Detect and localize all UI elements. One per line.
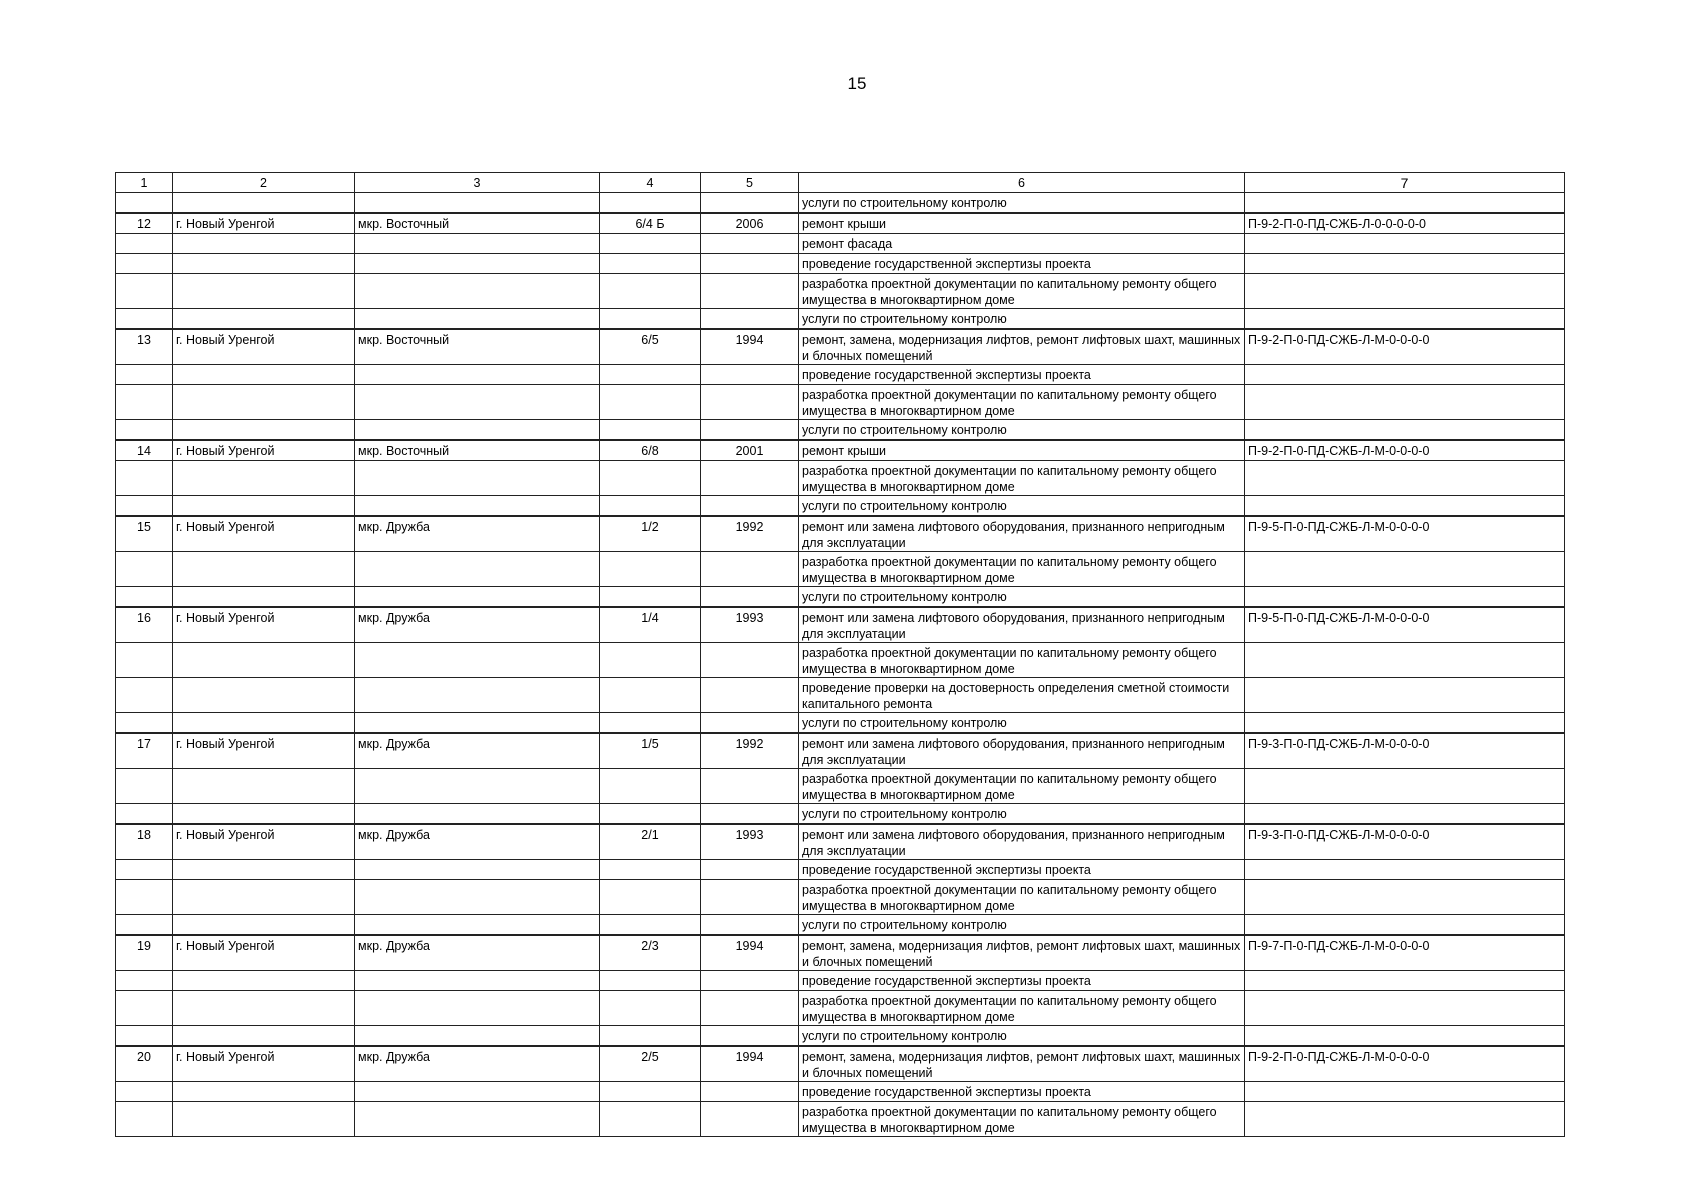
work-type-cell: разработка проектной документации по капитальному ремонту общего имущества в многоквартирном доме (799, 880, 1245, 915)
building-code-cell (1245, 971, 1565, 991)
building-code-cell: П-9-2-П-0-ПД-СЖБ-Л-М-0-0-0-0 (1245, 329, 1565, 365)
city-cell (173, 991, 355, 1026)
district-cell (355, 991, 600, 1026)
city-cell (173, 365, 355, 385)
row-number-cell (116, 587, 173, 608)
row-number-cell (116, 234, 173, 254)
table-row (116, 329, 1565, 365)
house-number-cell (600, 769, 701, 804)
row-number-cell (116, 991, 173, 1026)
work-type-cell: услуги по строительному контролю (799, 804, 1245, 825)
city-cell (173, 678, 355, 713)
table-row (116, 733, 1565, 769)
year-cell: 2006 (701, 213, 799, 234)
work-type-cell: проведение проверки на достоверность определения сметной стоимости капитального ремонта (799, 678, 1245, 713)
house-number-cell: 1/2 (600, 516, 701, 552)
table-row (116, 516, 1565, 552)
year-cell (701, 713, 799, 734)
year-cell (701, 880, 799, 915)
building-code-cell (1245, 678, 1565, 713)
row-number-cell (116, 915, 173, 936)
row-number-cell (116, 1082, 173, 1102)
city-cell (173, 496, 355, 517)
work-type-cell: разработка проектной документации по капитальному ремонту общего имущества в многоквартирном доме (799, 991, 1245, 1026)
city-cell (173, 193, 355, 214)
row-number-cell: 19 (116, 935, 173, 971)
house-number-cell (600, 274, 701, 309)
district-cell (355, 1026, 600, 1047)
city-cell (173, 769, 355, 804)
row-number-cell (116, 309, 173, 330)
year-cell (701, 365, 799, 385)
house-number-cell (600, 365, 701, 385)
work-type-cell: ремонт фасада (799, 234, 1245, 254)
year-cell (701, 496, 799, 517)
row-number-cell (116, 880, 173, 915)
table-row (116, 440, 1565, 461)
building-code-cell (1245, 880, 1565, 915)
house-number-cell: 1/4 (600, 607, 701, 643)
row-number-cell (116, 385, 173, 420)
row-number-cell (116, 769, 173, 804)
work-type-cell: разработка проектной документации по капитальному ремонту общего имущества в многоквартирном доме (799, 461, 1245, 496)
work-type-cell: услуги по строительному контролю (799, 193, 1245, 214)
district-cell (355, 587, 600, 608)
building-code-cell (1245, 461, 1565, 496)
district-cell (355, 1082, 600, 1102)
building-code-cell (1245, 365, 1565, 385)
work-type-cell: ремонт крыши (799, 213, 1245, 234)
building-code-cell (1245, 1102, 1565, 1137)
table-row (116, 678, 1565, 713)
city-cell: г. Новый Уренгой (173, 1046, 355, 1082)
house-number-cell: 2/1 (600, 824, 701, 860)
table-row (116, 552, 1565, 587)
page-number: 15 (847, 74, 867, 93)
city-cell (173, 234, 355, 254)
year-cell (701, 587, 799, 608)
work-type-cell: услуги по строительному контролю (799, 496, 1245, 517)
house-number-cell: 6/4 Б (600, 213, 701, 234)
building-code-cell (1245, 804, 1565, 825)
year-cell: 2001 (701, 440, 799, 461)
district-cell (355, 420, 600, 441)
building-code-cell (1245, 193, 1565, 214)
city-cell (173, 915, 355, 936)
house-number-cell (600, 496, 701, 517)
work-type-cell: ремонт, замена, модернизация лифтов, ремонт лифтовых шахт, машинных и блочных помещений (799, 935, 1245, 971)
table-row (116, 769, 1565, 804)
row-number-cell (116, 643, 173, 678)
building-code-cell: П-9-3-П-0-ПД-СЖБ-Л-М-0-0-0-0 (1245, 824, 1565, 860)
district-cell (355, 365, 600, 385)
year-cell (701, 804, 799, 825)
city-cell (173, 1102, 355, 1137)
capital-repair-table (115, 172, 1565, 1137)
district-cell: мкр. Восточный (355, 440, 600, 461)
district-cell (355, 552, 600, 587)
row-number-cell: 20 (116, 1046, 173, 1082)
house-number-cell (600, 254, 701, 274)
city-cell: г. Новый Уренгой (173, 440, 355, 461)
table-row (116, 643, 1565, 678)
house-number-cell (600, 860, 701, 880)
work-type-cell: разработка проектной документации по капитальному ремонту общего имущества в многоквартирном доме (799, 769, 1245, 804)
district-cell (355, 769, 600, 804)
house-number-cell: 2/5 (600, 1046, 701, 1082)
row-number-cell: 13 (116, 329, 173, 365)
work-type-cell: разработка проектной документации по капитальному ремонту общего имущества в многоквартирном доме (799, 1102, 1245, 1137)
year-cell (701, 385, 799, 420)
table-row (116, 1046, 1565, 1082)
city-cell (173, 1082, 355, 1102)
district-cell: мкр. Дружба (355, 824, 600, 860)
work-type-cell: проведение государственной экспертизы проекта (799, 971, 1245, 991)
building-code-cell (1245, 1026, 1565, 1047)
building-code-cell (1245, 496, 1565, 517)
building-code-cell (1245, 552, 1565, 587)
header-cell-4: 4 (600, 173, 701, 193)
work-type-cell: ремонт, замена, модернизация лифтов, ремонт лифтовых шахт, машинных и блочных помещений (799, 1046, 1245, 1082)
district-cell: мкр. Восточный (355, 213, 600, 234)
city-cell (173, 587, 355, 608)
row-number-cell (116, 461, 173, 496)
district-cell (355, 309, 600, 330)
work-type-cell: проведение государственной экспертизы проекта (799, 254, 1245, 274)
row-number-cell (116, 1026, 173, 1047)
district-cell (355, 971, 600, 991)
year-cell (701, 991, 799, 1026)
building-code-cell (1245, 643, 1565, 678)
year-cell (701, 678, 799, 713)
building-code-cell (1245, 769, 1565, 804)
row-number-cell: 15 (116, 516, 173, 552)
work-type-cell: разработка проектной документации по капитальному ремонту общего имущества в многоквартирном доме (799, 552, 1245, 587)
table-row (116, 365, 1565, 385)
table-row (116, 213, 1565, 234)
table-row (116, 309, 1565, 330)
year-cell (701, 1082, 799, 1102)
house-number-cell (600, 552, 701, 587)
house-number-cell (600, 420, 701, 441)
city-cell: г. Новый Уренгой (173, 935, 355, 971)
table-row (116, 234, 1565, 254)
year-cell: 1993 (701, 824, 799, 860)
row-number-cell: 16 (116, 607, 173, 643)
city-cell (173, 274, 355, 309)
year-cell (701, 1026, 799, 1047)
district-cell (355, 860, 600, 880)
house-number-cell (600, 880, 701, 915)
house-number-cell (600, 1102, 701, 1137)
building-code-cell: П-9-7-П-0-ПД-СЖБ-Л-М-0-0-0-0 (1245, 935, 1565, 971)
district-cell (355, 254, 600, 274)
district-cell (355, 193, 600, 214)
work-type-cell: разработка проектной документации по капитальному ремонту общего имущества в многоквартирном доме (799, 274, 1245, 309)
year-cell (701, 461, 799, 496)
district-cell: мкр. Дружба (355, 607, 600, 643)
work-type-cell: услуги по строительному контролю (799, 420, 1245, 441)
district-cell (355, 234, 600, 254)
work-type-cell: проведение государственной экспертизы проекта (799, 860, 1245, 880)
work-type-cell: услуги по строительному контролю (799, 915, 1245, 936)
row-number-cell (116, 496, 173, 517)
city-cell (173, 552, 355, 587)
building-code-cell (1245, 309, 1565, 330)
year-cell (701, 254, 799, 274)
table-row (116, 274, 1565, 309)
header-cell-5: 5 (701, 173, 799, 193)
work-type-cell: услуги по строительному контролю (799, 587, 1245, 608)
table-row (116, 1026, 1565, 1047)
work-type-cell: услуги по строительному контролю (799, 1026, 1245, 1047)
row-number-cell: 12 (116, 213, 173, 234)
row-number-cell (116, 713, 173, 734)
work-type-cell: ремонт или замена лифтового оборудования, признанного непригодным для эксплуатации (799, 824, 1245, 860)
building-code-cell (1245, 587, 1565, 608)
city-cell: г. Новый Уренгой (173, 824, 355, 860)
table-row (116, 860, 1565, 880)
house-number-cell (600, 971, 701, 991)
district-cell (355, 678, 600, 713)
row-number-cell (116, 420, 173, 441)
city-cell (173, 309, 355, 330)
district-cell (355, 915, 600, 936)
table-row (116, 1102, 1565, 1137)
table-row (116, 587, 1565, 608)
building-code-cell (1245, 420, 1565, 441)
city-cell: г. Новый Уренгой (173, 607, 355, 643)
row-number-cell (116, 193, 173, 214)
header-cell-2: 2 (173, 173, 355, 193)
work-type-cell: разработка проектной документации по капитальному ремонту общего имущества в многоквартирном доме (799, 643, 1245, 678)
year-cell (701, 769, 799, 804)
year-cell: 1992 (701, 733, 799, 769)
city-cell: г. Новый Уренгой (173, 733, 355, 769)
district-cell: мкр. Восточный (355, 329, 600, 365)
table-row (116, 496, 1565, 517)
building-code-cell (1245, 915, 1565, 936)
house-number-cell (600, 309, 701, 330)
district-cell: мкр. Дружба (355, 1046, 600, 1082)
district-cell (355, 385, 600, 420)
table-row (116, 824, 1565, 860)
house-number-cell (600, 915, 701, 936)
table-row (116, 713, 1565, 734)
house-number-cell (600, 193, 701, 214)
district-cell (355, 496, 600, 517)
work-type-cell: проведение государственной экспертизы проекта (799, 1082, 1245, 1102)
house-number-cell (600, 804, 701, 825)
city-cell: г. Новый Уренгой (173, 213, 355, 234)
district-cell: мкр. Дружба (355, 733, 600, 769)
building-code-cell (1245, 1082, 1565, 1102)
house-number-cell (600, 643, 701, 678)
house-number-cell (600, 587, 701, 608)
district-cell (355, 643, 600, 678)
header-cell-1: 1 (116, 173, 173, 193)
building-code-cell (1245, 274, 1565, 309)
work-type-cell: ремонт крыши (799, 440, 1245, 461)
work-type-cell: услуги по строительному контролю (799, 309, 1245, 330)
house-number-cell: 1/5 (600, 733, 701, 769)
row-number-cell (116, 804, 173, 825)
row-number-cell (116, 1102, 173, 1137)
year-cell (701, 552, 799, 587)
city-cell: г. Новый Уренгой (173, 329, 355, 365)
year-cell (701, 860, 799, 880)
city-cell (173, 880, 355, 915)
year-cell (701, 971, 799, 991)
row-number-cell (116, 365, 173, 385)
city-cell (173, 461, 355, 496)
header-cell-3: 3 (355, 173, 600, 193)
year-cell: 1994 (701, 329, 799, 365)
work-type-cell: ремонт или замена лифтового оборудования, признанного непригодным для эксплуатации (799, 607, 1245, 643)
city-cell (173, 643, 355, 678)
building-code-cell (1245, 713, 1565, 734)
table-row (116, 915, 1565, 936)
city-cell (173, 804, 355, 825)
year-cell (701, 643, 799, 678)
year-cell: 1992 (701, 516, 799, 552)
building-code-cell: П-9-2-П-0-ПД-СЖБ-Л-М-0-0-0-0 (1245, 440, 1565, 461)
city-cell (173, 385, 355, 420)
year-cell (701, 420, 799, 441)
city-cell (173, 1026, 355, 1047)
district-cell (355, 461, 600, 496)
header-cell-6: 6 (799, 173, 1245, 193)
district-cell: мкр. Дружба (355, 935, 600, 971)
table-row (116, 1082, 1565, 1102)
table-row (116, 254, 1565, 274)
building-code-cell (1245, 860, 1565, 880)
building-code-cell: П-9-3-П-0-ПД-СЖБ-Л-М-0-0-0-0 (1245, 733, 1565, 769)
table-row (116, 607, 1565, 643)
house-number-cell (600, 234, 701, 254)
header-cell-7: 7 (1245, 173, 1565, 193)
table-row (116, 804, 1565, 825)
year-cell (701, 915, 799, 936)
house-number-cell (600, 1026, 701, 1047)
work-type-cell: ремонт или замена лифтового оборудования, признанного непригодным для эксплуатации (799, 733, 1245, 769)
row-number-cell (116, 860, 173, 880)
year-cell (701, 309, 799, 330)
table-header-row (116, 173, 1565, 193)
row-number-cell (116, 678, 173, 713)
work-type-cell: услуги по строительному контролю (799, 713, 1245, 734)
house-number-cell (600, 385, 701, 420)
house-number-cell (600, 1082, 701, 1102)
row-number-cell (116, 552, 173, 587)
city-cell (173, 971, 355, 991)
district-cell (355, 804, 600, 825)
row-number-cell: 17 (116, 733, 173, 769)
row-number-cell: 14 (116, 440, 173, 461)
district-cell: мкр. Дружба (355, 516, 600, 552)
work-type-cell: ремонт или замена лифтового оборудования, признанного непригодным для эксплуатации (799, 516, 1245, 552)
table-row (116, 880, 1565, 915)
district-cell (355, 880, 600, 915)
work-type-cell: проведение государственной экспертизы проекта (799, 365, 1245, 385)
house-number-cell (600, 991, 701, 1026)
work-type-cell: разработка проектной документации по капитальному ремонту общего имущества в многоквартирном доме (799, 385, 1245, 420)
year-cell (701, 234, 799, 254)
row-number-cell (116, 274, 173, 309)
city-cell (173, 713, 355, 734)
building-code-cell: П-9-2-П-0-ПД-СЖБ-Л-М-0-0-0-0 (1245, 1046, 1565, 1082)
work-type-cell: ремонт, замена, модернизация лифтов, ремонт лифтовых шахт, машинных и блочных помещений (799, 329, 1245, 365)
year-cell: 1994 (701, 1046, 799, 1082)
city-cell: г. Новый Уренгой (173, 516, 355, 552)
building-code-cell (1245, 234, 1565, 254)
table-row (116, 935, 1565, 971)
year-cell (701, 1102, 799, 1137)
table-row (116, 193, 1565, 214)
building-code-cell (1245, 991, 1565, 1026)
year-cell: 1993 (701, 607, 799, 643)
table-row (116, 385, 1565, 420)
year-cell: 1994 (701, 935, 799, 971)
house-number-cell: 6/8 (600, 440, 701, 461)
row-number-cell (116, 254, 173, 274)
building-code-cell: П-9-5-П-0-ПД-СЖБ-Л-М-0-0-0-0 (1245, 607, 1565, 643)
year-cell (701, 193, 799, 214)
district-cell (355, 1102, 600, 1137)
table-row (116, 991, 1565, 1026)
house-number-cell (600, 678, 701, 713)
year-cell (701, 274, 799, 309)
table-row (116, 971, 1565, 991)
building-code-cell: П-9-2-П-0-ПД-СЖБ-Л-0-0-0-0-0 (1245, 213, 1565, 234)
building-code-cell: П-9-5-П-0-ПД-СЖБ-Л-М-0-0-0-0 (1245, 516, 1565, 552)
row-number-cell: 18 (116, 824, 173, 860)
table-row (116, 461, 1565, 496)
table-row (116, 420, 1565, 441)
house-number-cell (600, 461, 701, 496)
building-code-cell (1245, 385, 1565, 420)
building-code-cell (1245, 254, 1565, 274)
city-cell (173, 254, 355, 274)
district-cell (355, 274, 600, 309)
city-cell (173, 860, 355, 880)
house-number-cell: 6/5 (600, 329, 701, 365)
house-number-cell: 2/3 (600, 935, 701, 971)
city-cell (173, 420, 355, 441)
house-number-cell (600, 713, 701, 734)
row-number-cell (116, 971, 173, 991)
district-cell (355, 713, 600, 734)
